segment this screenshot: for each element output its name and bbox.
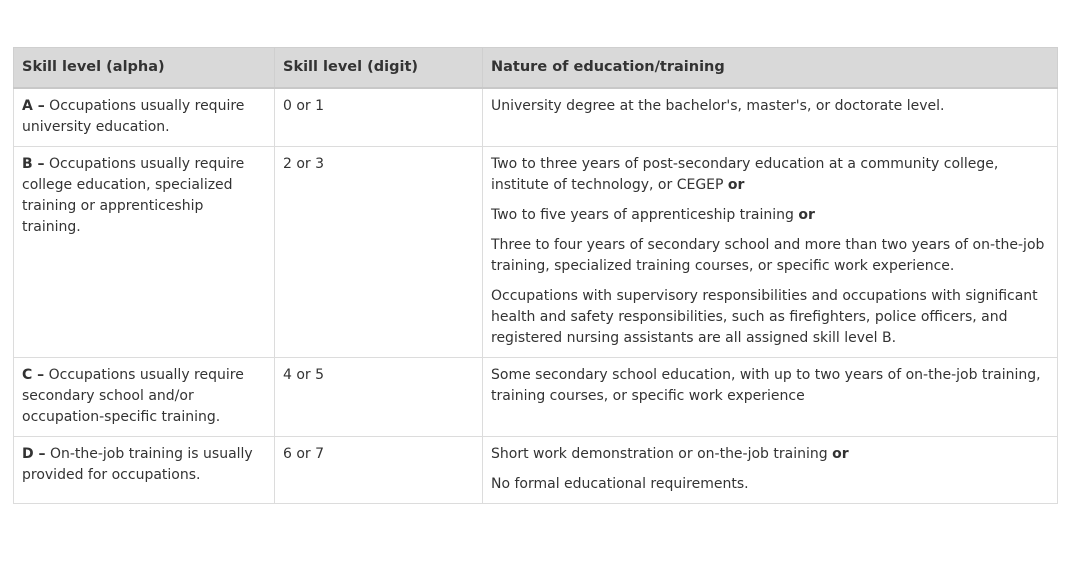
cell-nature-of-education (483, 358, 1058, 437)
education-requirement (491, 474, 1049, 495)
education-requirement (491, 235, 1049, 277)
education-requirement (491, 96, 1049, 117)
conjunction-or: or (798, 207, 815, 223)
skill-level-letter: C – (22, 367, 45, 383)
cell-skill-level-alpha (14, 358, 275, 437)
education-requirement-text: Some secondary school education, with up to two years of on-the-job training, training courses, or specific work experience (491, 367, 1041, 404)
cell-skill-level-alpha (14, 88, 275, 147)
cell-nature-of-education (483, 88, 1058, 147)
skill-level-description: Occupations usually require university education. (22, 98, 245, 135)
table-row (14, 147, 1058, 358)
education-requirement-text: Two to five years of apprenticeship training (491, 207, 799, 223)
education-requirement-text: Occupations with supervisory responsibilities and occupations with significant health and safety responsibilities, such as firefighters, police officers, and registered nursing assistants are all assigned skill level B. (491, 288, 1038, 346)
education-requirement-text: University degree at the bachelor's, master's, or doctorate level. (491, 98, 945, 114)
cell-nature-of-education (483, 437, 1058, 504)
cell-skill-level-digit: 2 or 3 (275, 147, 483, 358)
skill-level-table (13, 47, 1058, 504)
skill-level-description: On-the-job training is usually provided for occupations. (22, 446, 253, 483)
cell-skill-level-digit: 0 or 1 (275, 88, 483, 147)
table-body (14, 88, 1058, 504)
education-requirement-text: No formal educational requirements. (491, 476, 749, 492)
table-row (14, 358, 1058, 437)
cell-skill-level-digit: 4 or 5 (275, 358, 483, 437)
table-row (14, 88, 1058, 147)
table-header-row (14, 48, 1058, 89)
education-requirement (491, 444, 1049, 465)
education-requirement-text: Two to three years of post-secondary education at a community college, institute of technology, or CEGEP (491, 156, 999, 193)
skill-level-letter: D – (22, 446, 46, 462)
header-skill-level-digit: Skill level (digit) (275, 48, 483, 89)
skill-level-description: Occupations usually require secondary school and/or occupation-specific training. (22, 367, 244, 425)
header-skill-level-alpha: Skill level (alpha) (14, 48, 275, 89)
conjunction-or: or (727, 177, 745, 193)
education-requirement-text: Short work demonstration or on-the-job training (491, 446, 833, 462)
skill-level-letter: A – (22, 98, 45, 114)
cell-skill-level-alpha (14, 147, 275, 358)
conjunction-or: or (832, 446, 849, 462)
education-requirement (491, 205, 1049, 226)
skill-level-description: Occupations usually require college education, specialized training or apprenticeship training. (22, 156, 245, 235)
header-nature-of-education: Nature of education/training (483, 48, 1058, 89)
skill-level-letter: B – (22, 156, 45, 172)
cell-skill-level-digit: 6 or 7 (275, 437, 483, 504)
table-header (14, 48, 1058, 89)
education-requirement (491, 154, 1049, 196)
cell-nature-of-education (483, 147, 1058, 358)
education-requirement (491, 286, 1049, 349)
cell-skill-level-alpha (14, 437, 275, 504)
table-row (14, 437, 1058, 504)
education-requirement-text: Three to four years of secondary school and more than two years of on-the-job training, specialized training courses, or specific work experience. (491, 237, 1045, 274)
education-requirement (491, 365, 1049, 407)
